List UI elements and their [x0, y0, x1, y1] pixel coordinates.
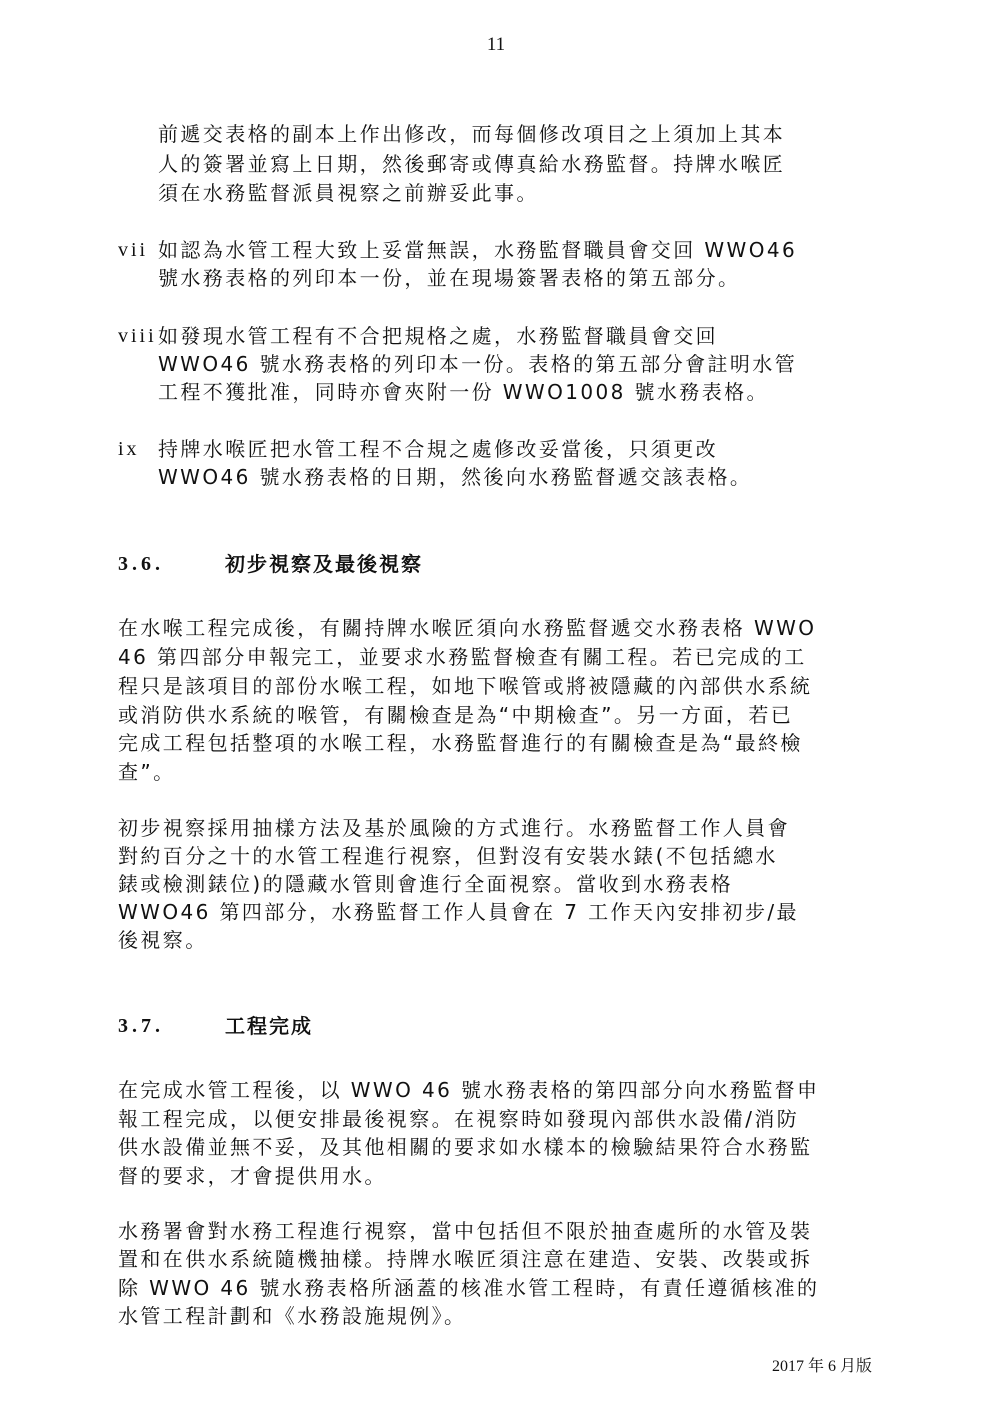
list-item-line: WWO46 號水務表格的日期，然後向水務監督遞交該表格。 — [158, 465, 753, 489]
list-item-line: WWO46 號水務表格的列印本一份。表格的第五部分會註明水管 — [158, 352, 798, 376]
section-title: 初步視察及最後視察 — [225, 552, 423, 576]
section-title: 工程完成 — [225, 1014, 313, 1038]
paragraph-line: WWO46 第四部分，水務監督工作人員會在 7 工作天內安排初步/最 — [118, 900, 799, 924]
page-number: 11 — [486, 34, 506, 55]
paragraph-line: 後視察。 — [118, 928, 208, 952]
paragraph-line: 46 第四部分申報完工，並要求水務監督檢查有關工程。若已完成的工 — [118, 645, 807, 669]
paragraph-line: 除 WWO 46 號水務表格所涵蓋的核准水管工程時，有責任遵循核准的 — [118, 1276, 820, 1300]
paragraph-line: 錶或檢測錶位)的隱藏水管則會進行全面視察。當收到水務表格 — [118, 872, 734, 896]
list-item-line: 號水務表格的列印本一份，並在現場簽署表格的第五部分。 — [158, 266, 741, 290]
list-marker-ix: ix — [118, 438, 140, 460]
list-item-line: 持牌水喉匠把水管工程不合規之處修改妥當後，只須更改 — [158, 437, 718, 461]
paragraph-line: 在完成水管工程後，以 WWO 46 號水務表格的第四部分向水務監督申 — [118, 1078, 820, 1102]
list-marker-vii: vii — [118, 239, 149, 261]
paragraph-line: 水管工程計劃和《水務設施規例》。 — [118, 1304, 467, 1328]
continuation-line: 須在水務監督派員視察之前辦妥此事。 — [158, 181, 539, 205]
list-marker-viii: viii — [118, 325, 157, 347]
paragraph-line: 督的要求，才會提供用水。 — [118, 1164, 387, 1188]
edition-footer: 2017 年 6 月版 — [771, 1358, 872, 1375]
paragraph-line: 或消防供水系統的喉管，有關檢查是為“中期檢查”。另一方面，若已 — [118, 703, 794, 727]
paragraph-line: 置和在供水系統隨機抽樣。持牌水喉匠須注意在建造、安裝、改裝或拆 — [118, 1247, 813, 1271]
list-item-line: 工程不獲批准，同時亦會夾附一份 WWO1008 號水務表格。 — [158, 380, 769, 404]
paragraph-line: 供水設備並無不妥，及其他相關的要求如水樣本的檢驗結果符合水務監 — [118, 1135, 813, 1159]
paragraph-line: 查”。 — [118, 760, 176, 784]
paragraph-line: 程只是該項目的部份水喉工程，如地下喉管或將被隱藏的內部供水系統 — [118, 674, 813, 698]
paragraph-line: 報工程完成，以便安排最後視察。在視察時如發現內部供水設備/消防 — [118, 1107, 800, 1131]
paragraph-line: 初步視察採用抽樣方法及基於風險的方式進行。水務監督工作人員會 — [118, 816, 790, 840]
paragraph-line: 在水喉工程完成後，有關持牌水喉匠須向水務監督遞交水務表格 WWO — [118, 616, 817, 640]
section-number: 3.7. — [118, 1015, 164, 1037]
paragraph-line: 完成工程包括整項的水喉工程，水務監督進行的有關檢查是為“最終檢 — [118, 731, 803, 755]
paragraph-line: 水務署會對水務工程進行視察，當中包括但不限於抽查處所的水管及裝 — [118, 1219, 813, 1243]
continuation-line: 前遞交表格的副本上作出修改，而每個修改項目之上須加上其本 — [158, 122, 786, 146]
list-item-line: 如認為水管工程大致上妥當無誤，水務監督職員會交回 WWO46 — [158, 238, 798, 262]
section-number: 3.6. — [118, 553, 164, 575]
continuation-line: 人的簽署並寫上日期，然後郵寄或傳真給水務監督。持牌水喉匠 — [158, 152, 786, 176]
list-item-line: 如發現水管工程有不合把規格之處，水務監督職員會交回 — [158, 324, 718, 348]
paragraph-line: 對約百分之十的水管工程進行視察，但對沒有安裝水錶(不包括總水 — [118, 844, 778, 868]
